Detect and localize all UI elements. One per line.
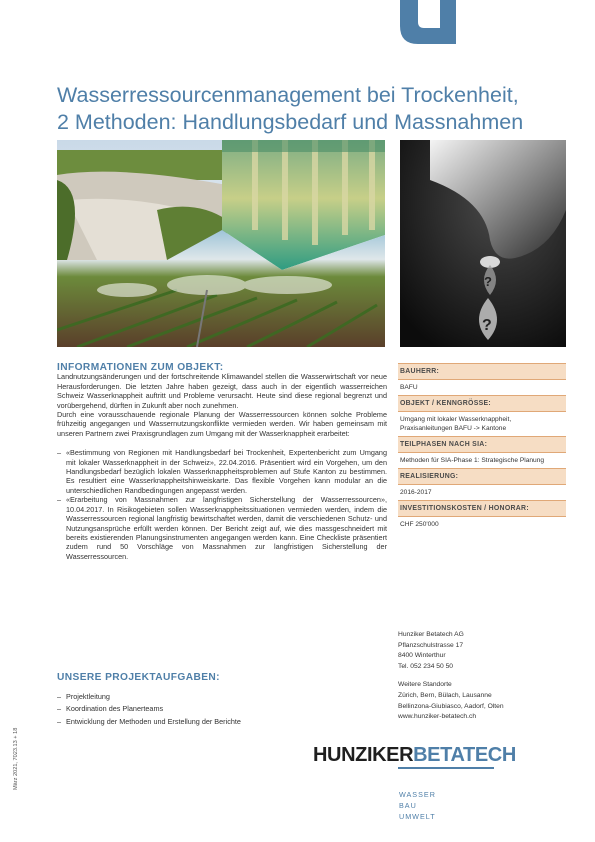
faucet-drop-image	[400, 140, 566, 347]
task-item: – Entwicklung der Methoden und Erstellung der Berichte	[57, 716, 387, 729]
fact-label-realisation: REALISIERUNG:	[398, 468, 566, 485]
info-heading: INFORMATIONEN ZUM OBJEKT:	[57, 362, 224, 373]
print-date-code: März 2021, 7023.13 + 18	[13, 727, 19, 790]
tagline-water: WASSER	[399, 790, 436, 799]
fact-value-realisation: 2016-2017	[400, 489, 432, 496]
contact-block	[398, 630, 566, 723]
phone: Tel. 052 234 50 50	[398, 662, 454, 670]
page-title	[57, 82, 577, 136]
project-facts	[398, 363, 566, 532]
company-name: Hunziker Betatech AG	[398, 631, 464, 638]
tasks-heading: UNSERE PROJEKTAUFGABEN:	[57, 672, 220, 683]
fact-label-object: OBJEKT / KENNGRÖSSE:	[398, 395, 566, 412]
tasks-list	[57, 691, 387, 729]
info-paragraph-1: Landnutzungsänderungen und der fortschreitende Klimawandel stellen die Wasserwirtschaft vor neue Herausforderungen. Die letzten Jahre haben gezeigt, dass auch in der eigentlich wasserreichen Schweiz Wasserknappheit auftritt und Probleme verursacht. Heute sind diese regional begrenzt und vorübergehend, dürften in Zukunft aber noch zunehmen.	[57, 372, 387, 410]
website-link[interactable]: www.hunziker-betatech.ch	[398, 713, 477, 721]
object-information	[57, 363, 387, 561]
tagline-building: BAU	[399, 801, 417, 811]
fact-value-client: BAFU	[400, 384, 418, 391]
tagline-environment: UMWELT	[399, 812, 436, 822]
report-list	[57, 448, 387, 561]
svg-text:?: ?	[484, 274, 492, 289]
title-line-1: Wasserressourcenmanagement bei Trockenheit,	[57, 83, 519, 107]
photo-collage	[57, 140, 385, 347]
locations-line-1: Zürich, Bern, Bülach, Lausanne	[398, 691, 492, 699]
fact-label-client: BAUHERR:	[398, 363, 566, 380]
street: Pflanzschulstrasse 17	[398, 641, 464, 649]
task-item: – Projektleitung	[57, 691, 387, 704]
task-item: – Koordination des Planerteams	[57, 703, 387, 716]
fact-label-costs: INVESTITIONSKOSTEN / HONORAR:	[398, 500, 566, 517]
locations-heading: Weitere Standorte	[398, 681, 452, 689]
fact-label-phases: TEILPHASEN NACH SIA:	[398, 436, 566, 453]
logo-underline	[398, 767, 494, 769]
company-logo	[313, 744, 516, 774]
logo-text-left: HUNZIKER	[313, 744, 414, 766]
fact-value-costs: CHF 250'000	[400, 521, 439, 528]
logo-mark	[400, 0, 456, 44]
city: 8400 Winterthur	[398, 652, 446, 660]
project-tasks	[57, 672, 387, 728]
fact-value-object: Umgang mit lokaler Wasserknappheit, Praxisanleitungen BAFU -> Kantone	[400, 416, 512, 432]
report-item-1: – «Bestimmung von Regionen mit Handlungsbedarf bei Trockenheit, Expertenbericht zum Umgang mit lokaler Wasserknappheit in der Schweiz», 22.04.2016. Präsentiert wird ein Vorgehen, um den Handlungsbedarf bezüglich lokalen Wasserknappheitsproblemen auf Stufe Kanton zu bestimmen. Es resultiert eine Wasserknappheitshinweiskarte. Das flexible Vorgehen kann modular an die unterschiedlichen Randbedingungen angepasst werden.	[57, 448, 387, 495]
report-item-2: – «Erarbeitung von Massnahmen zur langfristigen Sicherstellung der Wasserressourcen», 10.04.2017. In Risikogebieten sollen Wasserknappheitssituationen vermieden werden, indem die Wasserressourcen regional langfristig bewirtschaftet werden, damit die verschiedenen Schutz- und Nutzungsansprüche erfüllt werden können. Der Bericht zeigt auf, wie dies massgeschneidert mit bereits existierenden Planungsinstrumenten angegangen werden kann. Eine Checkliste präsentiert zudem rund 50 Vorschläge von Massnahmen zur langfristigen Sicherstellung der Wasserressourcen.	[57, 495, 387, 561]
logo-text-right: BETATECH	[413, 744, 516, 766]
fact-value-phases: Methoden für SIA-Phase 1: Strategische Planung	[400, 457, 545, 464]
locations-line-2: Bellinzona-Giubiasco, Aadorf, Olten	[398, 702, 504, 710]
company-tagline	[399, 789, 436, 823]
title-line-2: 2 Methoden: Handlungsbedarf und Massnahmen	[57, 110, 524, 134]
info-paragraph-2: Durch eine vorausschauende regionale Planung der Wasserressourcen können solche Probleme frühzeitig angegangen und Wassernutzungskonflikte vermieden werden. Wir haben gemeinsam mit unseren Partnern zwei Praxisgrundlagen zum Umgang mit der Wasserknappheit erarbeitet:	[57, 410, 387, 438]
svg-text:?: ?	[482, 317, 492, 334]
